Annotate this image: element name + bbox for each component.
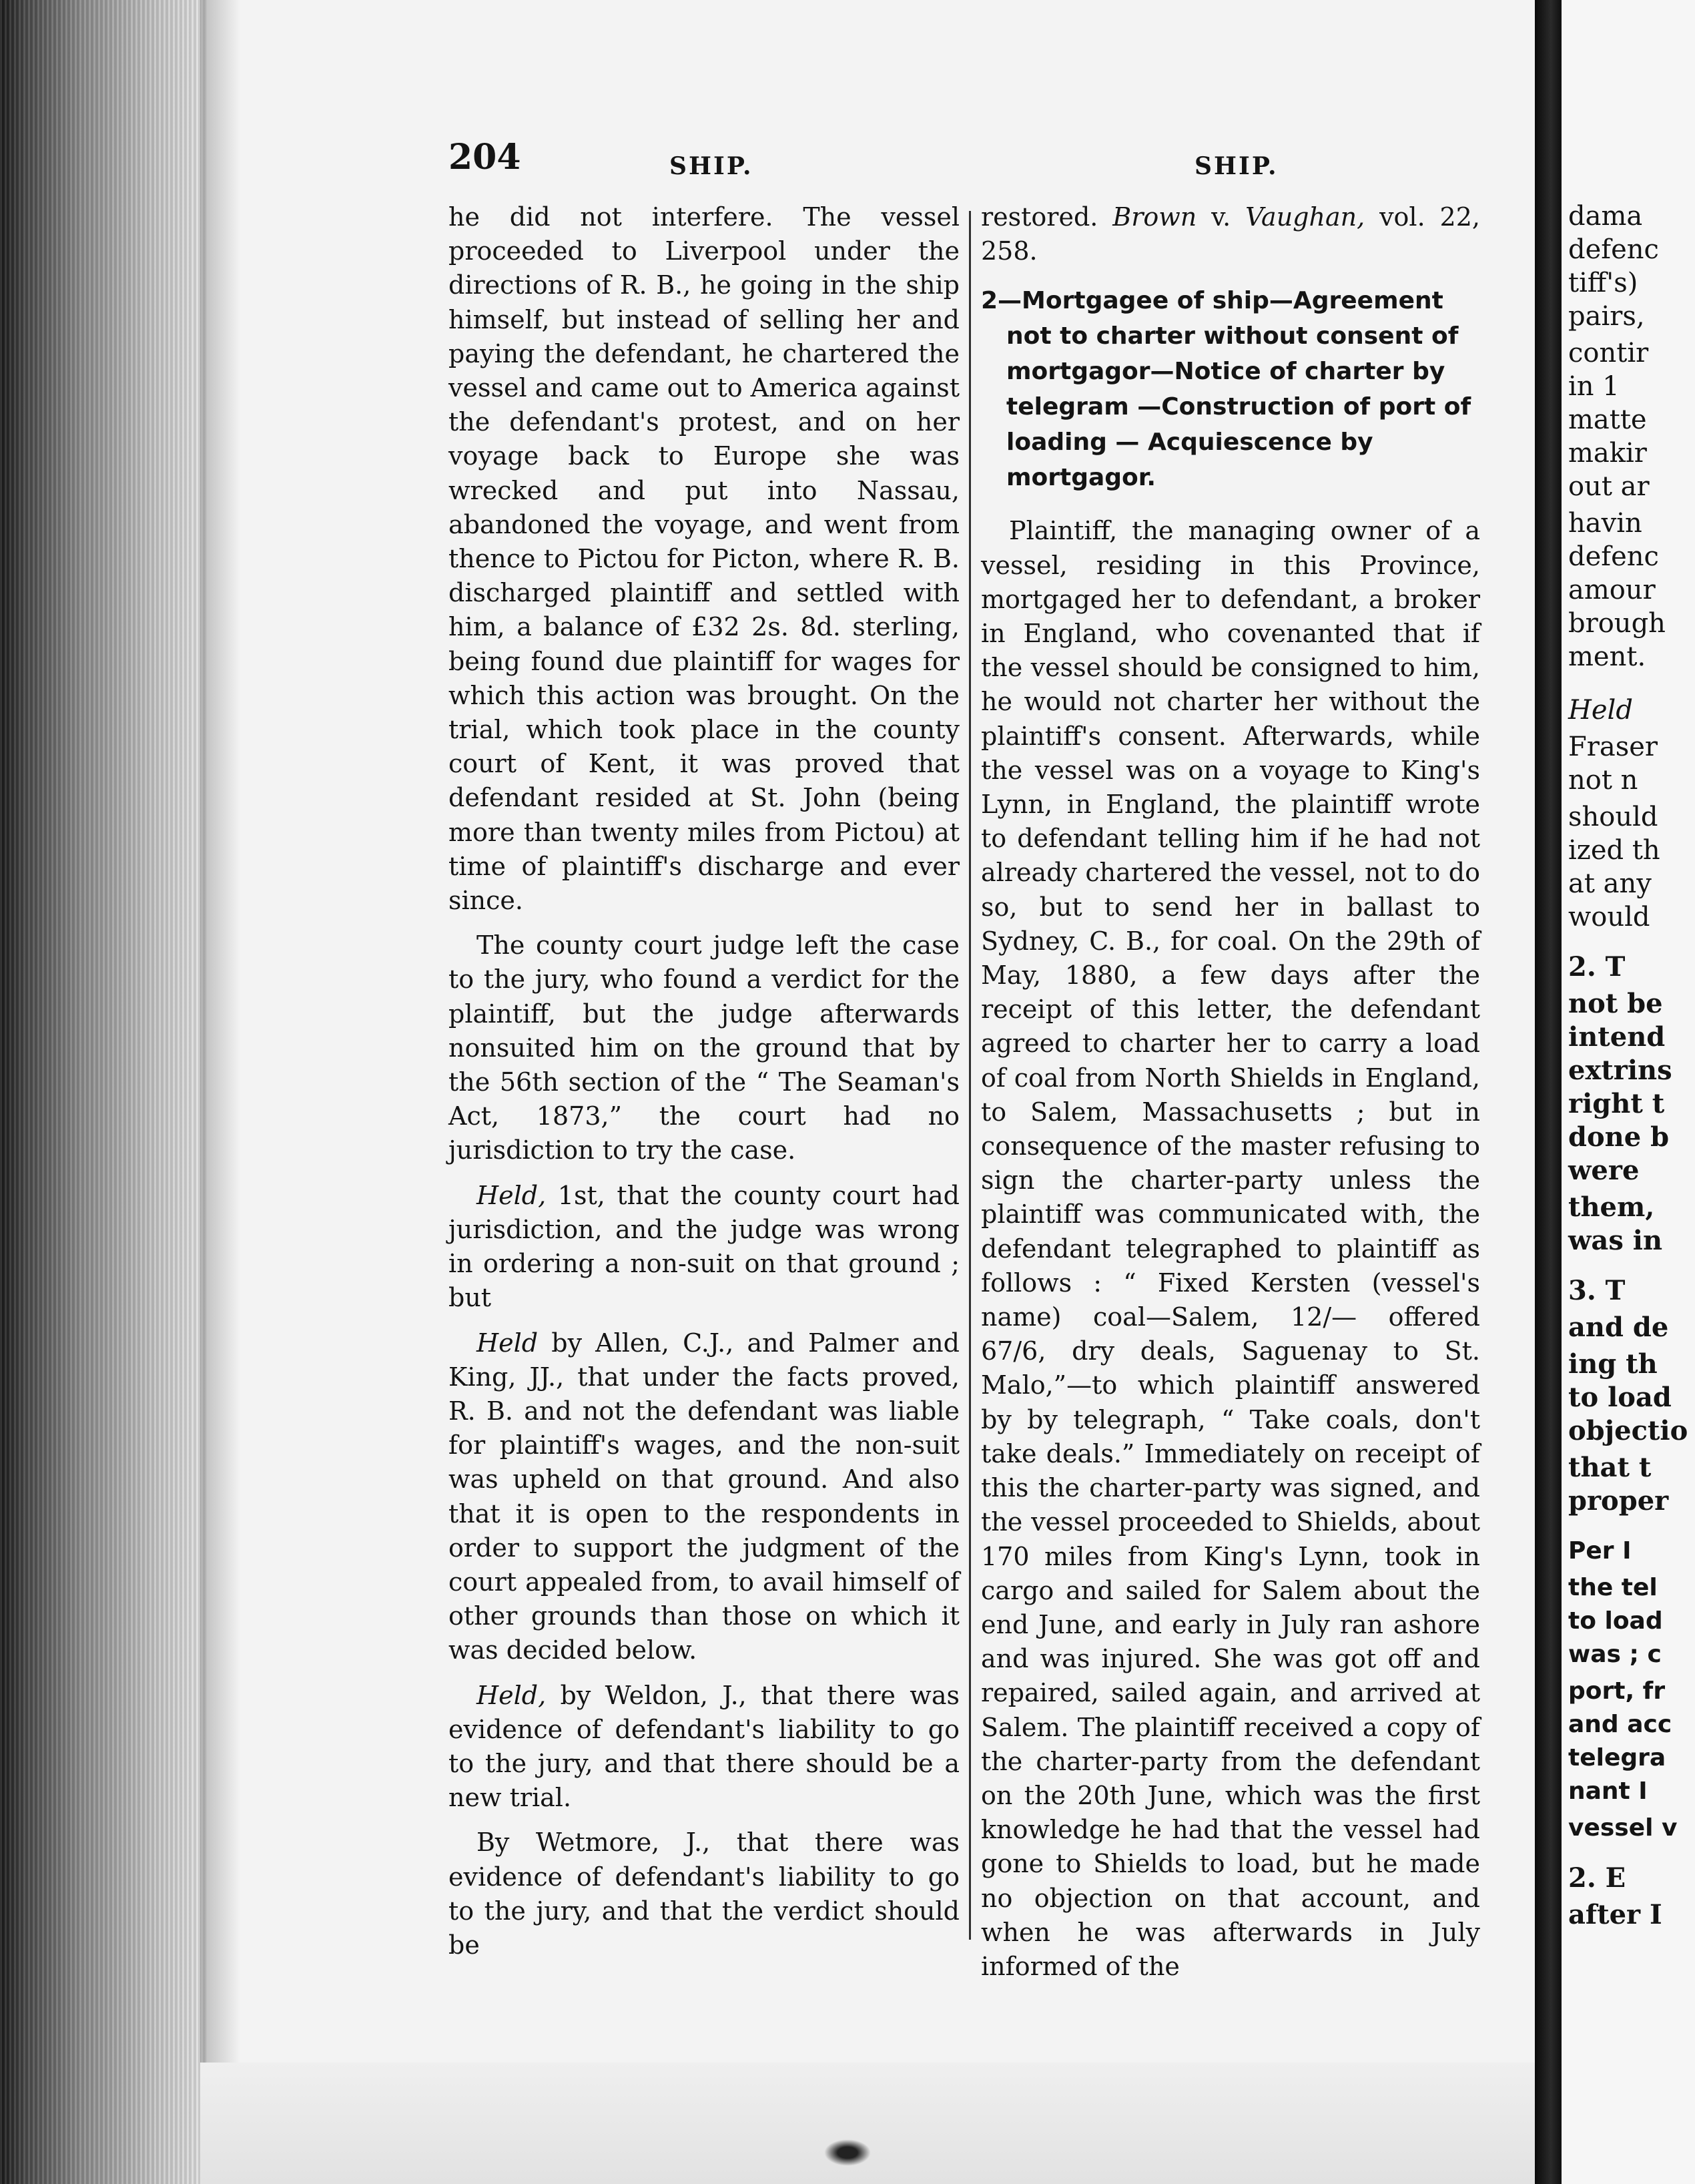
- adjacent-page-line: that t: [1568, 1452, 1652, 1483]
- adjacent-page-line: and de: [1568, 1312, 1669, 1343]
- adjacent-page-line: matte: [1568, 404, 1647, 435]
- paragraph-text: v.: [1197, 202, 1246, 232]
- running-head-right: SHIP.: [1195, 152, 1279, 180]
- adjacent-page-line: to load: [1568, 1607, 1663, 1635]
- left-column: [448, 200, 960, 1973]
- paragraph: he did not interfere. The vessel proceeded to Liverpool under the directions of R. B., he going in the ship himself, but instead of selling her and paying the defendant, he chartered the vessel and came out to America against the defendant's protest, and on her voyage back to Europe she was wrecked and put into Nassau, abandoned the voyage, and went from thence to Pictou for Picton, where R. B. discharged plaintiff and settled with him, a balance of £32 2s. 8d. sterling, being found due plaintiff for wages for which this action was brought. On the trial, which took place in the county court of Kent, it was proved that defendant resided at St. John (being more than twenty miles from Pictou) at time of plaintiff's discharge and ever since.: [448, 202, 960, 916]
- paragraph: By Wetmore, J., that there was evidence of defendant's liability to go to the jury, and that the verdict should be: [448, 1828, 960, 1960]
- adjacent-page-line: ized th: [1568, 835, 1660, 866]
- adjacent-page-line: out ar: [1568, 471, 1650, 502]
- adjacent-page-line: was ; c: [1568, 1641, 1662, 1668]
- adjacent-page-line: contir: [1568, 338, 1649, 368]
- adjacent-page-line: them,: [1568, 1191, 1655, 1223]
- paragraph-text: restored.: [981, 202, 1113, 232]
- adjacent-page-line: makir: [1568, 438, 1647, 469]
- paragraph-text: 1st, that the county court had jurisdiction, and the judge was wrong in ordering a non-suit on that ground ; but: [448, 1180, 960, 1313]
- adjacent-page-line: nant I: [1568, 1778, 1648, 1805]
- adjacent-page-line: telegra: [1568, 1744, 1666, 1771]
- adjacent-page-line: Per I: [1568, 1537, 1632, 1565]
- adjacent-page-line: at any: [1568, 868, 1652, 899]
- adjacent-page-line: intend: [1568, 1021, 1666, 1053]
- column-divider: [969, 211, 971, 1940]
- adjacent-page-line: port, fr: [1568, 1677, 1666, 1705]
- adjacent-page-line: brough: [1568, 608, 1666, 639]
- adjacent-page-line: not n: [1568, 765, 1638, 796]
- paragraph: Plaintiff, the managing owner of a vessel, residing in this Province, mortgaged her to defendant, a broker in England, who covenanted that if the vessel should be consigned to him, he would not charter her without the plaintiff's consent. Afterwards, while the vessel was on a voyage to King's Lynn, in England, the plaintiff wrote to defendant telling him if he had not already chartered the vessel, not to do so, but to send her in ballast to Sydney, C. B., for coal. On the 29th of May, 1880, a few days after the receipt of this letter, the defendant agreed to charter her to carry a load of coal from North Shields in England, to Salem, Massachusetts ; but in consequence of the master refusing to sign the charter-party unless the plaintiff was communicated with, the defendant telegraphed to plaintiff as follows : “ Fixed Kersten (vessel's name) coal—Salem, 12/— offered 67/6, dry deals, Saguenay to St. Malo,”—to which plaintiff answered by by telegraph, “ Take coals, don't take deals.” Immediately on receipt of this the charter-party was signed, and the vessel proceeded to Shields, about 170 miles from King's Lynn, took in cargo and sailed for Salem about the end June, and early in July ran ashore and was injured. She was got off and repaired, sailed again, and arrived at Salem. The plaintiff received a copy of the charter-party from the defendant on the 20th June, which was the first knowledge he had that the vessel had gone to Shields to load, but he made no objection on that account, and when he was afterwards in July informed of the: [981, 516, 1480, 1981]
- adjacent-page-line: extrins: [1568, 1055, 1672, 1086]
- gutter-shadow: [200, 0, 240, 2184]
- adjacent-page-line: was in: [1568, 1225, 1663, 1256]
- adjacent-page-line: defenc: [1568, 234, 1659, 265]
- case-name: Vaughan,: [1245, 202, 1365, 232]
- held-label: Held: [476, 1328, 539, 1358]
- adjacent-page-line: havin: [1568, 508, 1642, 539]
- adjacent-page-line: ing th: [1568, 1348, 1658, 1380]
- adjacent-page-line: done b: [1568, 1121, 1670, 1153]
- paragraph-text: by Allen, C.J., and Palmer and King, JJ., that under the facts proved, R. B. and not the defendant was liable for plaintiff's wages, and the non-suit was upheld on that ground. And also that it is open to the respondents in order to support the judgment of the court appealed from, to avail himself of other grounds than those on which it was decided below.: [448, 1328, 960, 1665]
- adjacent-page-line: defenc: [1568, 541, 1659, 572]
- adjacent-page-line: right t: [1568, 1088, 1665, 1119]
- adjacent-page-line: not be: [1568, 988, 1663, 1019]
- held-label: Held,: [476, 1180, 547, 1210]
- adjacent-page-line: the tel: [1568, 1574, 1658, 1601]
- adjacent-page-line: tiff's): [1568, 268, 1638, 298]
- right-column: [981, 200, 1480, 1994]
- page-right-edge: [1535, 0, 1562, 2184]
- adjacent-page-line: would: [1568, 902, 1650, 932]
- paragraph: [448, 1679, 960, 1816]
- scan-artifact: [824, 2139, 871, 2166]
- adjacent-page-line: 2. E: [1568, 1862, 1626, 1894]
- section-headnote: 2—Mortgagee of ship—Agreement not to charter without consent of mortgagor—Notice of charter by telegram —Construction of port of loading — Acquiescence by mortgagor.: [981, 287, 1471, 492]
- adjacent-page-line: 2. T: [1568, 951, 1626, 983]
- adjacent-page-line: 3. T: [1568, 1275, 1626, 1306]
- paragraph: The county court judge left the case to the jury, who found a verdict for the plaintiff, but the judge afterwards nonsuited him on the ground that by the 56th section of the “ The Seaman's Act, 1873,” the court had no jurisdiction to try the case.: [448, 930, 960, 1165]
- adjacent-page-line: Held: [1568, 695, 1633, 726]
- adjacent-page-line: in 1: [1568, 371, 1620, 402]
- page-bottom-margin: [200, 2063, 1695, 2184]
- paragraph-text: by Weldon, J., that there was evidence of defendant's liability to go to the jury, and that there should be a new trial.: [448, 1680, 960, 1813]
- adjacent-page-line: amour: [1568, 575, 1656, 605]
- page-number: 204: [448, 137, 521, 178]
- adjacent-page-line: after I: [1568, 1899, 1662, 1930]
- adjacent-page-line: should: [1568, 802, 1658, 832]
- running-head-left: SHIP.: [669, 152, 753, 180]
- adjacent-page-line: objectio: [1568, 1415, 1688, 1446]
- adjacent-page-line: proper: [1568, 1485, 1669, 1517]
- paragraph-text: vol. 22, 258.: [981, 202, 1480, 266]
- adjacent-page-line: were: [1568, 1155, 1640, 1186]
- adjacent-page-fragment: [1562, 0, 1695, 2184]
- adjacent-page-line: ment.: [1568, 641, 1646, 672]
- paragraph: [448, 1326, 960, 1668]
- adjacent-page-line: vessel v: [1568, 1814, 1678, 1842]
- adjacent-page-line: dama: [1568, 201, 1643, 232]
- case-name: Brown: [1112, 202, 1197, 232]
- adjacent-page-line: Fraser: [1568, 732, 1658, 762]
- book-spine-edge: [0, 0, 207, 2184]
- adjacent-page-line: and acc: [1568, 1711, 1672, 1738]
- held-label: Held,: [476, 1680, 547, 1710]
- paragraph: [448, 1179, 960, 1316]
- paragraph: [981, 200, 1480, 268]
- adjacent-page-line: pairs,: [1568, 301, 1645, 332]
- adjacent-page-line: to load: [1568, 1382, 1672, 1413]
